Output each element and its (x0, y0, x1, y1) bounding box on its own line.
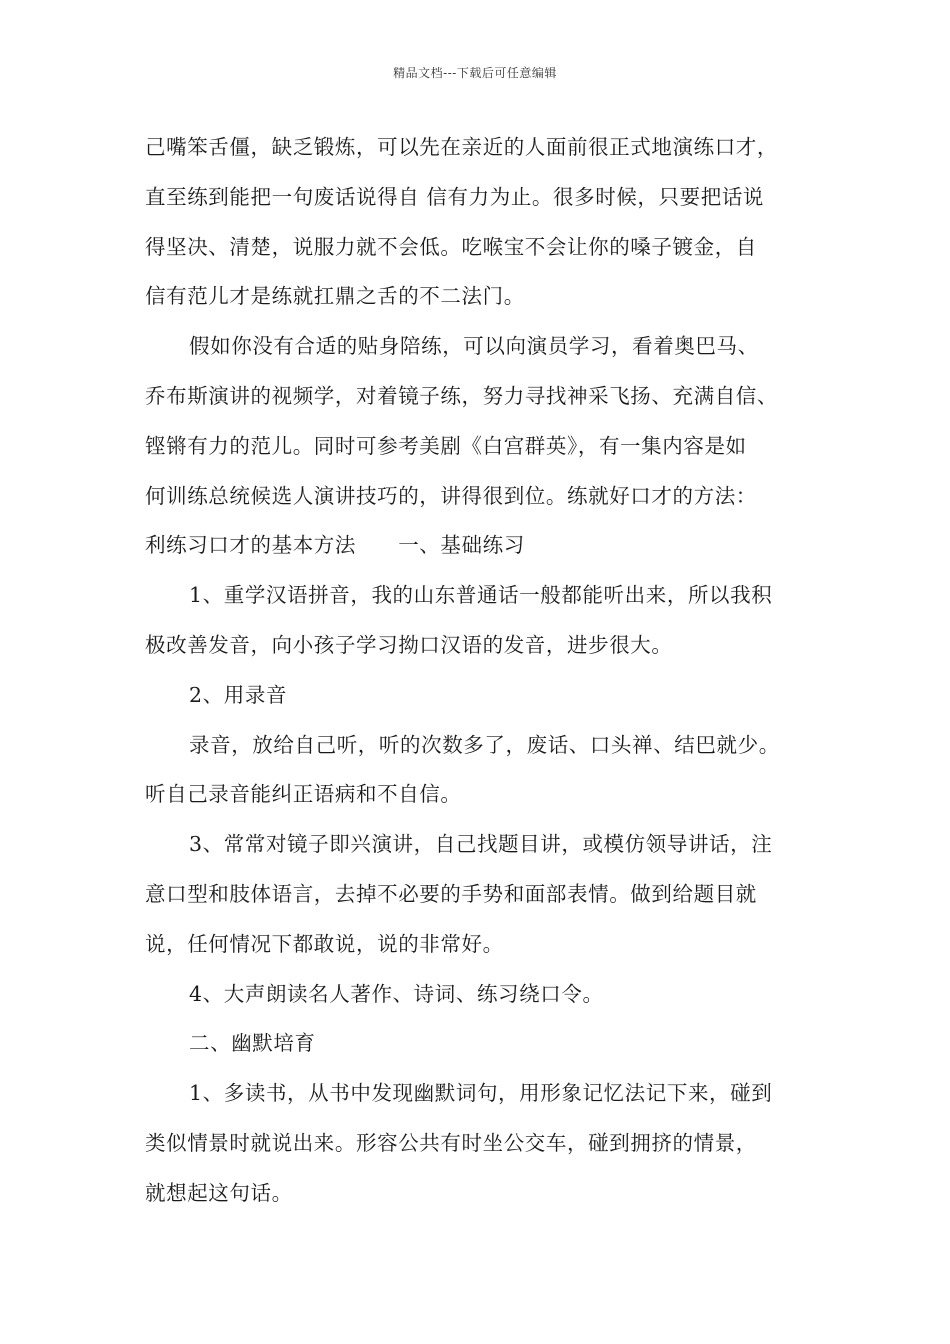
list-item-4: 4、大声朗读名人著作、诗词、练习绕口令。 (189, 981, 604, 1006)
text-line: 得坚决、清楚，说服力就不会低。吃喉宝不会让你的嗓子镀金，自 (145, 234, 757, 259)
list-item-3: 3、常常对镜子即兴演讲，自己找题目讲，或模仿领导讲话，注 (189, 832, 773, 857)
text-line: 就想起这句话。 (145, 1180, 293, 1205)
section-heading: 二、幽默培育 (189, 1031, 316, 1056)
list-item-1: 1、多读书，从书中发现幽默词句，用形象记忆法记下来，碰到 (189, 1081, 773, 1106)
text-line: 说，任何情况下都敢说，说的非常好。 (145, 931, 504, 956)
text-line: 信有范儿才是练就扛鼎之舌的不二法门。 (145, 284, 525, 309)
text-line: 铿锵有力的范儿。同时可参考美剧《白宫群英》，有一集内容是如 (145, 433, 747, 458)
list-item-2: 2、用录音 (189, 682, 288, 707)
text-line: 何训练总统候选人演讲技巧的，讲得很到位。练就好口才的方法： (145, 483, 757, 508)
paragraph-start: 假如你没有合适的贴身陪练，可以向演员学习，看着奥巴马、 (189, 334, 759, 359)
text-line: 极改善发音，向小孩子学习拗口汉语的发音，进步很大。 (145, 632, 673, 657)
text-line: 己嘴笨舌僵，缺乏锻炼，可以先在亲近的人面前很正式地演练口才， (145, 135, 778, 159)
text-line: 乔布斯演讲的视频学，对着镜子练，努力寻找神采飞扬、充满自信、 (145, 383, 778, 408)
list-item-1: 1、重学汉语拼音，我的山东普通话一般都能听出来，所以我积 (189, 583, 773, 608)
section-heading-line: 利练习口才的基本方法 一、基础练习 (145, 533, 525, 558)
document-body (145, 123, 817, 1219)
text-line: 类似情景时就说出来。形容公共有时坐公交车，碰到拥挤的情景， (145, 1130, 757, 1155)
text-line: 意口型和肢体语言，去掉不必要的手势和面部表情。做到给题目就 (145, 881, 757, 906)
text-line: 听自己录音能纠正语病和不自信。 (145, 782, 462, 807)
page-header: 精品文档---下载后可任意编辑 (393, 66, 557, 80)
paragraph-start: 录音，放给自己听，听的次数多了，废话、口头禅、结巴就少。 (189, 732, 780, 757)
text-line: 直至练到能把一句废话说得自 信有力为止。很多时候，只要把话说 (145, 184, 765, 209)
